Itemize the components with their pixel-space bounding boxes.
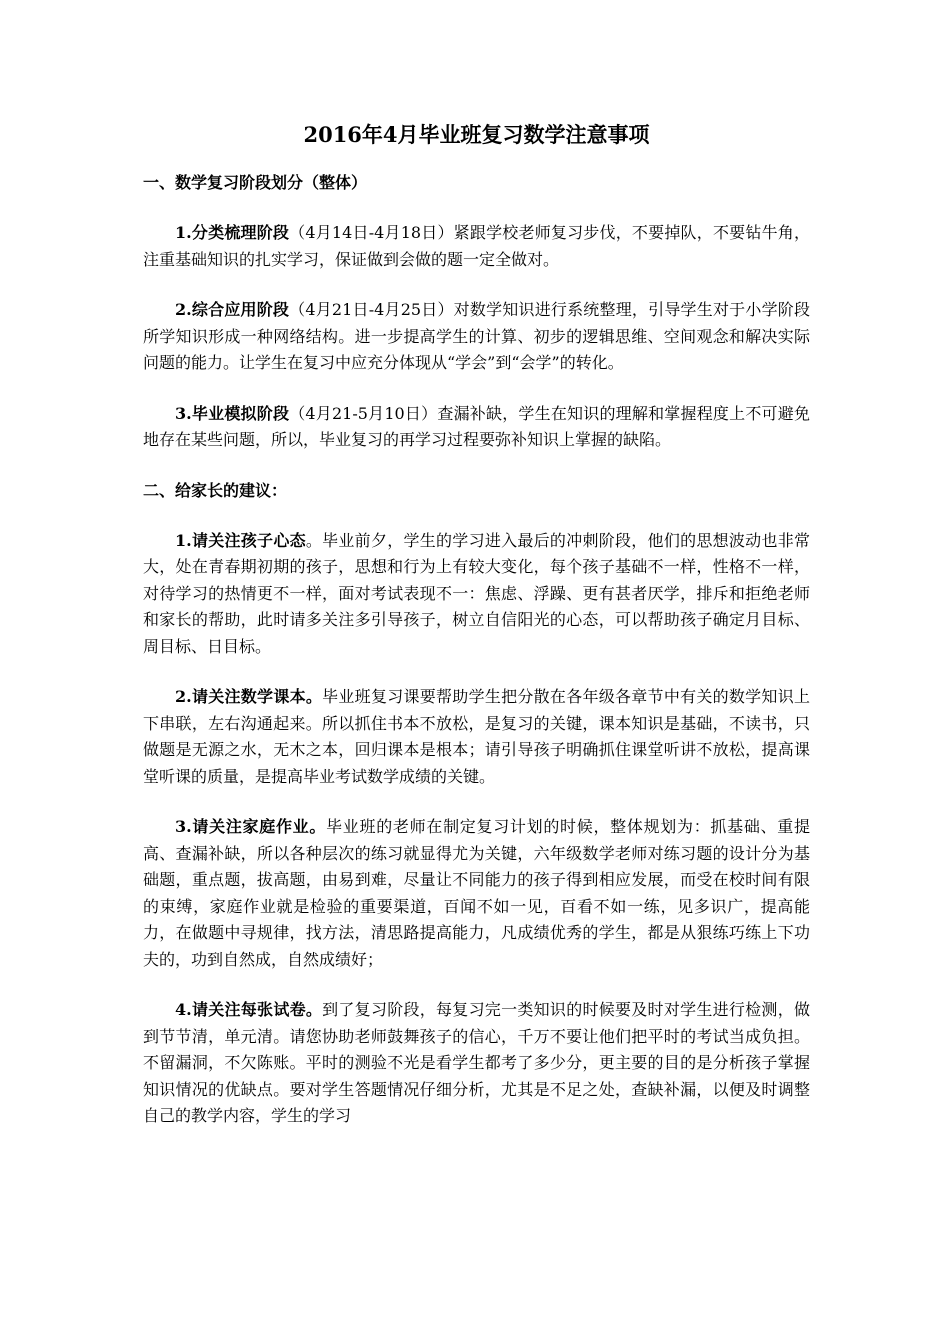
paragraph-advice-3 bbox=[143, 814, 810, 973]
paragraph-lead: 3.毕业模拟阶段 bbox=[175, 403, 290, 423]
paragraph-text: （4月21-5月10日）查漏补缺，学生在知识的理解和掌握程度上不可避免地存在某些问题，所以，毕业复习的再学习过程要弥补知识上掌握的缺陷。 bbox=[143, 403, 810, 449]
paragraph-text: 。毕业前夕，学生的学习进入最后的冲刺阶段，他们的思想波动也非常大，处在青春期初期的孩子，思想和行为上有较大变化，每个孩子基础不一样，性格不一样，对待学习的热情更不一样，面对考试表现不一：焦虑、浮躁、更有甚者厌学，排斥和拒绝老师和家长的帮助，此时请多关注多引导孩子，树立自信阳光的心态，可以帮助孩子确定月目标、周目标、日目标。 bbox=[143, 530, 810, 656]
paragraph-text: （4月21日-4月25日）对数学知识进行系统整理，引导学生对于小学阶段所学知识形成一种网络结构。进一步提高学生的计算、初步的逻辑思维、空间观念和解决实际问题的能力。让学生在复习中应充分体现从“学会”到“会学”的转化。 bbox=[143, 300, 810, 372]
paragraph-lead: 2.请关注数学课本。 bbox=[175, 687, 323, 706]
paragraph-lead: 1.分类梳理阶段 bbox=[175, 223, 290, 242]
section-heading-review-stages: 一、数学复习阶段划分（整体） bbox=[143, 173, 368, 192]
paragraph-advice-1 bbox=[143, 528, 810, 661]
paragraph-lead: 1.请关注孩子心态 bbox=[175, 530, 306, 550]
section-heading-parent-advice: 二、给家长的建议： bbox=[143, 480, 288, 500]
paragraph-text: 毕业班复习课要帮助学生把分散在各年级各章节中有关的数学知识上下串联，左右沟通起来。所以抓住书本不放松，是复习的关键，课本知识是基础，不读书，只做题是无源之水，无木之本，回归课本是根本；请引导孩子明确抓住课堂听讲不放松，提高课堂听课的质量，是提高毕业考试数学成绩的关键。 bbox=[143, 687, 810, 786]
document-title: 2016年4月毕业班复习数学注意事项 bbox=[303, 122, 650, 147]
paragraph-lead: 3.请关注家庭作业。 bbox=[175, 817, 327, 836]
paragraph-lead: 2.综合应用阶段 bbox=[175, 300, 290, 319]
paragraph-lead: 4.请关注每张试卷。 bbox=[175, 1000, 323, 1019]
paragraph-stage-1 bbox=[143, 220, 810, 273]
paragraph-text: 毕业班的老师在制定复习计划的时候，整体规划为：抓基础、重提高、查漏补缺，所以各种层次的练习就显得尤为关键，六年级数学老师对练习题的设计分为基础题，重点题，拔高题，由易到难，尽量让不同能力的孩子得到相应发展，而受在校时间有限的束缚，家庭作业就是检验的重要渠道，百闻不如一见，百看不如一练，见多识广，提高能力，在做题中寻规律，找方法，清思路提高能力，凡成绩优秀的学生，都是从狠练巧练上下功夫的，功到自然成，自然成绩好； bbox=[143, 817, 810, 969]
paragraph-text: 到了复习阶段，每复习完一类知识的时候要及时对学生进行检测，做到节节清，单元清。请您协助老师鼓舞孩子的信心，千万不要让他们把平时的考试当成负担。不留漏洞，不欠陈账。平时的测验不光是看学生都考了多少分，更主要的目的是分析孩子掌握知识情况的优缺点。要对学生答题情况仔细分析，尤其是不足之处，查缺补漏，以便及时调整自己的教学内容，学生的学习 bbox=[143, 1000, 810, 1125]
paragraph-advice-4 bbox=[143, 997, 810, 1130]
paragraph-stage-2 bbox=[143, 297, 810, 377]
paragraph-advice-2 bbox=[143, 684, 810, 790]
paragraph-stage-3 bbox=[143, 401, 810, 454]
document-page bbox=[143, 120, 810, 1130]
paragraph-text: （4月14日-4月18日）紧跟学校老师复习步伐，不要掉队，不要钻牛角，注重基础知识的扎实学习，保证做到会做的题一定全做对。 bbox=[143, 223, 810, 269]
